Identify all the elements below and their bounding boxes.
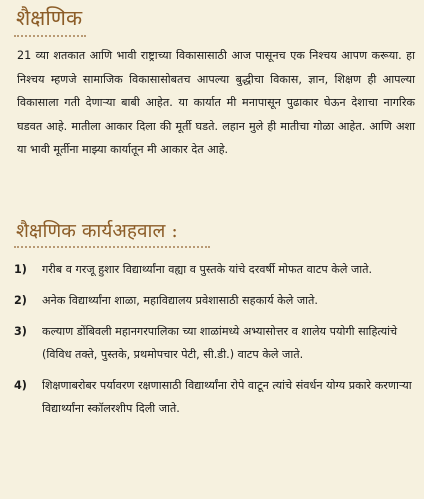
section-heading-educational: शैक्षणिक [16, 6, 83, 30]
heading-underline [14, 246, 210, 248]
list-item-text: अनेक विद्यार्थ्यांना शाळा, महाविद्यालय प्रवेशासाठी सहकार्य केले जाते. [42, 294, 318, 307]
list-item-text: शिक्षणाबरोबर पर्यावरण रक्षणासाठी विद्यार्थ्यांना रोपे वाटून त्यांचे संवर्धन योग्य प्रकारे करणाऱ्या विद्यार्थ्यांना स्कॉलरशीप दिली जाते. [42, 379, 412, 415]
list-item-number: 2) [14, 294, 27, 307]
list-item [14, 258, 412, 281]
activity-list [14, 258, 412, 428]
intro-paragraph: 21 व्या शतकात आणि भावी राष्ट्राच्या विकासासाठी आज पासूनच एक निश्चय आपण करूया. हा निश्चय म्हणजे सामाजिक विकासासोबतच आपल्या बुद्धीचा विकास, ज्ञान, शिक्षण ही आपल्या विकासाला गती देणाऱ्या बाबी आहेत. या कार्यात मी मनापासून पुढाकार घेऊन देशाचा नागरिक घडवत आहे. मातीला आकार दिला की मूर्ती घडते. लहान मुले ही मातीचा गोळा आहेत. आणि अशा या भावी मूर्तीना माझ्या कार्यातून मी आकार देत आहे. [17, 49, 415, 156]
list-item-text: कल्याण डोंबिवली महानगरपालिका च्या शाळांमध्ये अभ्यासोत्तर व शालेय पयोगी साहित्यांचे (विविध तक्ते, पुस्तके, प्रथमोपचार पेटी, सी.डी.) वाटप केले जाते. [42, 325, 398, 361]
section-heading-activity-report: शैक्षणिक कार्यअहवाल : [16, 220, 178, 242]
list-item [14, 320, 412, 366]
list-item-number: 3) [14, 325, 27, 338]
list-item-number: 4) [14, 379, 27, 392]
heading-underline [14, 35, 86, 37]
list-item-number: 1) [14, 263, 27, 276]
list-item [14, 289, 412, 312]
list-item [14, 374, 412, 420]
list-item-text: गरीब व गरजू हुशार विद्यार्थ्यांना वह्या व पुस्तके यांचे दरवर्षी मोफत वाटप केले जाते. [42, 263, 373, 276]
